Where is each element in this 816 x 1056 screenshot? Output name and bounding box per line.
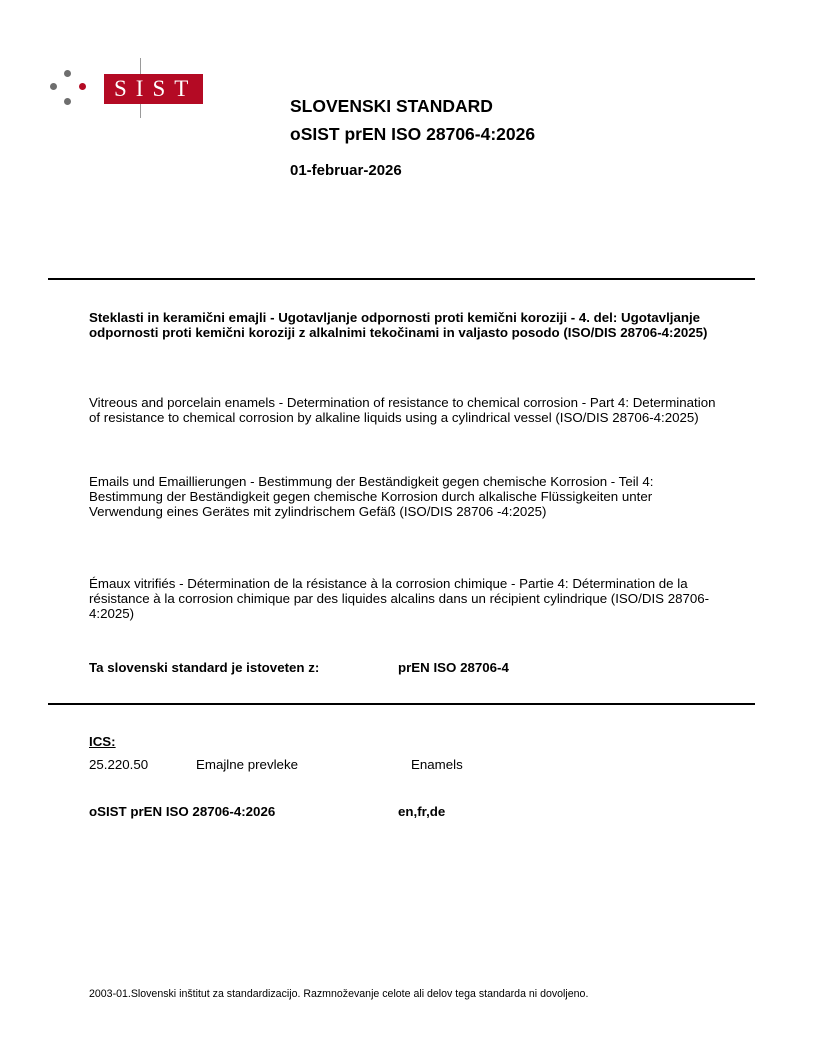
top-divider <box>48 278 755 280</box>
logo-dot <box>79 83 86 90</box>
identical-value: prEN ISO 28706-4 <box>398 660 509 675</box>
title-german: Emails und Emaillierungen - Bestimmung der Beständigkeit gegen chemische Korrosion - Teil 4: Bestimmung der Beständigkeit gegen chemische Korrosion durch alkalische Flüssigkeiten unter Verwendung eines Gerätes mit zylindrischem Gefäß (ISO/DIS 28706 -4:2025) <box>89 474 654 519</box>
reference-code: oSIST prEN ISO 28706-4:2026 <box>89 804 276 819</box>
ics-name-slovenian: Emajlne prevleke <box>196 757 298 772</box>
standard-type-heading: SLOVENSKI STANDARD <box>290 96 493 116</box>
ics-name-english: Enamels <box>411 757 463 772</box>
logo-dot <box>50 83 57 90</box>
title-french: Émaux vitrifiés - Détermination de la résistance à la corrosion chimique - Partie 4: Détermination de la résistance à la corrosion chimique par des liquides alcalins dans un récipient cylindrique (ISO/DIS 28706-4:2025) <box>89 576 710 621</box>
identical-label: Ta slovenski standard je istoveten z: <box>89 660 320 675</box>
ics-heading: ICS: <box>89 734 116 749</box>
copyright-footer: 2003-01.Slovenski inštitut za standardizacijo. Razmnoževanje celote ali delov tega standarda ni dovoljeno. <box>89 988 589 1000</box>
logo-wordmark: SIST <box>104 74 203 104</box>
title-english: Vitreous and porcelain enamels - Determination of resistance to chemical corrosion - Part 4: Determination of resistance to chemical corrosion by alkaline liquids using a cylindrical vessel (ISO/DIS 28706-4:2025) <box>89 395 716 425</box>
ics-code: 25.220.50 <box>89 757 149 772</box>
logo-dot <box>64 98 71 105</box>
bottom-divider <box>48 703 755 705</box>
publication-date: 01-februar-2026 <box>290 162 402 179</box>
logo-dot <box>64 70 71 77</box>
reference-languages: en,fr,de <box>398 804 446 819</box>
title-slovenian: Steklasti in keramični emajli - Ugotavljanje odpornosti proti kemični koroziji - 4. del: Ugotavljanje odpornosti proti kemični koroziji z alkalnimi tekočinami in valjasto posodo (ISO/DIS 28706-4:2025) <box>89 310 708 340</box>
standard-code-heading: oSIST prEN ISO 28706-4:2026 <box>290 124 536 144</box>
